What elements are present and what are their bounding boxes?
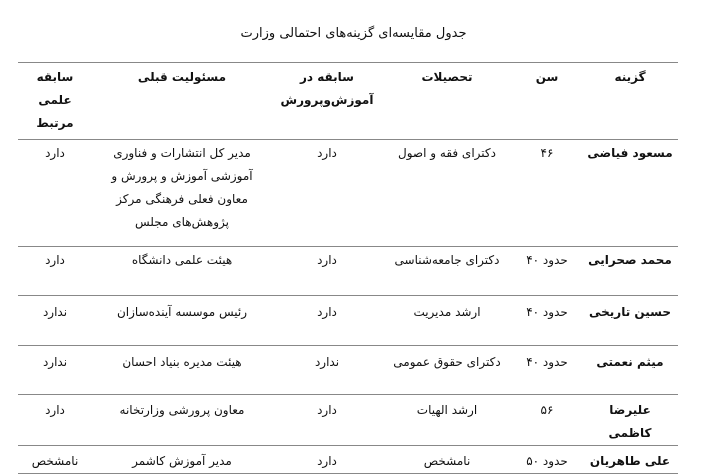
table-row (18, 446, 678, 474)
table-row (18, 346, 678, 395)
candidate-name: میثم نعمتی (582, 346, 678, 395)
candidate-scientific-background: ندارد (18, 296, 92, 346)
candidate-scientific-background: دارد (18, 395, 92, 446)
header-edu-experience: سابقه در آموزش‌وپرورش (272, 63, 382, 140)
candidate-age: حدود ۵۰ (512, 446, 582, 474)
candidate-edu-experience: دارد (272, 446, 382, 474)
header-row (18, 63, 678, 140)
candidate-education: نامشخص (382, 446, 512, 474)
candidate-edu-experience: دارد (272, 395, 382, 446)
header-prev-responsibility: مسئولیت قبلی (92, 63, 272, 140)
candidate-scientific-background: نامشخص (18, 446, 92, 474)
candidate-education: دکترای فقه و اصول (382, 140, 512, 247)
candidate-education: دکترای حقوق عمومی (382, 346, 512, 395)
candidate-scientific-background: دارد (18, 140, 92, 247)
candidate-prev-responsibility: هیئت علمی دانشگاه (92, 247, 272, 296)
candidate-edu-experience: دارد (272, 140, 382, 247)
table-row (18, 247, 678, 296)
table-row (18, 296, 678, 346)
candidate-age: حدود ۴۰ (512, 247, 582, 296)
header-education: تحصیلات (382, 63, 512, 140)
candidate-edu-experience: دارد (272, 296, 382, 346)
table-caption: جدول مقایسه‌ای گزینه‌های احتمالی وزارت (240, 26, 467, 41)
candidate-name: حسین تاریخی (582, 296, 678, 346)
candidate-age: ۴۶ (512, 140, 582, 247)
table-row (18, 140, 678, 247)
candidate-scientific-background: ندارد (18, 346, 92, 395)
candidate-prev-responsibility: رئیس موسسه آینده‌سازان (92, 296, 272, 346)
candidate-education: ارشد مدیریت (382, 296, 512, 346)
comparison-table (18, 62, 678, 474)
candidate-prev-responsibility: مدیر کل انتشارات و فناوری آموزشی آموزش و پرورش و معاون فعلی فرهنگی مرکز پژوهش‌های مجلس (92, 140, 272, 247)
candidate-name: محمد صحرایی (582, 247, 678, 296)
candidate-scientific-background: دارد (18, 247, 92, 296)
candidate-edu-experience: ندارد (272, 346, 382, 395)
table-row (18, 395, 678, 446)
candidate-prev-responsibility: هیئت مدیره بنیاد احسان (92, 346, 272, 395)
candidate-age: ۵۶ (512, 395, 582, 446)
candidate-education: دکترای جامعه‌شناسی (382, 247, 512, 296)
candidate-edu-experience: دارد (272, 247, 382, 296)
candidate-prev-responsibility: مدیر آموزش کاشمر (92, 446, 272, 474)
header-scientific-background: سابقه علمی مرتبط (18, 63, 92, 140)
candidate-name: علی طاهریان (582, 446, 678, 474)
candidate-name: علیرضا کاظمی (582, 395, 678, 446)
header-age: سن (512, 63, 582, 140)
candidate-name: مسعود فیاضی (582, 140, 678, 247)
header-name: گزینه (582, 63, 678, 140)
candidate-age: حدود ۴۰ (512, 296, 582, 346)
candidate-age: حدود ۴۰ (512, 346, 582, 395)
candidate-prev-responsibility: معاون پرورشی وزارتخانه (92, 395, 272, 446)
candidate-education: ارشد الهیات (382, 395, 512, 446)
